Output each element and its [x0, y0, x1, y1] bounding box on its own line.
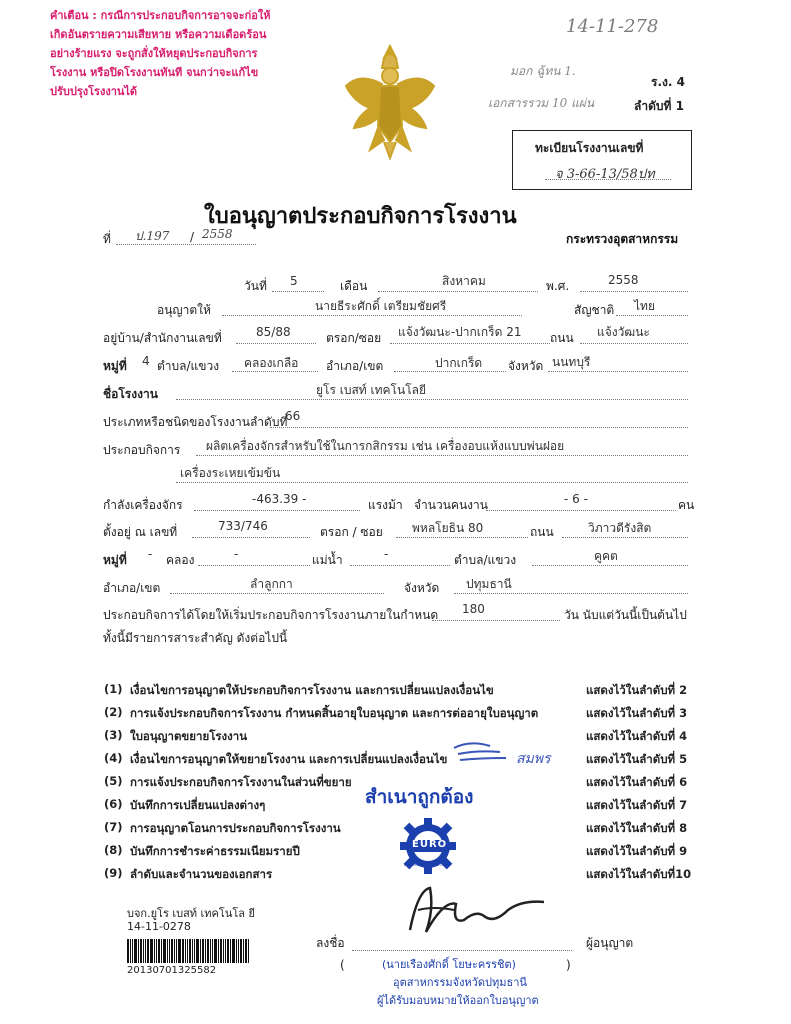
doc-no: ป.197 [135, 229, 170, 243]
workers-label: จำนวนคนงาน [414, 498, 488, 512]
power: -463.39 - [252, 492, 307, 506]
soi-label: ตรอก/ซอย [326, 331, 382, 345]
province-label: จังหวัด [508, 359, 544, 373]
subdistrict: คลองเกลือ [244, 356, 299, 370]
initial-scribble [450, 738, 510, 770]
company-logo [398, 816, 458, 876]
officer-name: (นายเรืองศักดิ์ โยษะครรชิต) [382, 958, 516, 971]
loc-moo: - [148, 547, 153, 561]
moo-label: หมู่ที่ [103, 359, 127, 373]
list-item: เงื่อนไขการอนุญาตให้ขยายโรงงาน และการเปลี่ยนแปลงเงื่อนไข [130, 752, 448, 766]
list-item-num: (8) [104, 843, 123, 857]
list-item: การแจ้งประกอบกิจการโรงงานในส่วนที่ขยาย [130, 775, 352, 789]
start-clause-text: ประกอบกิจการได้โดยให้เริ่มประกอบกิจการโรงงานภายในกำหนด [103, 608, 439, 622]
loc-soi: พหลโยธิน 80 [412, 521, 484, 535]
list-item-num: (2) [104, 705, 123, 719]
date-year: 2558 [608, 273, 639, 287]
business-line-2: เครื่องระเหยเข้มข้น [180, 466, 281, 480]
doc-no-label: ที่ [103, 232, 111, 246]
list-item-num: (9) [104, 866, 123, 880]
registration-box [512, 130, 692, 190]
road: แจ้งวัฒนะ [597, 325, 650, 339]
loc-sub-label: ตำบล/แขวง [454, 553, 517, 567]
nationality: ไทย [634, 299, 655, 313]
start-clause-end: วัน นับแต่วันนี้เป็นต้นไป [564, 608, 687, 622]
grantee-label: อนุญาตให้ [157, 303, 211, 317]
sign-label: ลงชื่อ [316, 936, 345, 950]
order-number: ลำดับที่ 1 [634, 99, 684, 113]
canal: - [234, 547, 239, 561]
grantee-name: นายธีระศักดิ์ เตรียมชัยศรี [315, 299, 447, 313]
registration-number: จ 3-66-13/58ปท [555, 167, 655, 182]
business-label: ประกอบกิจการ [103, 443, 181, 457]
list-item: การอนุญาตโอนการประกอบกิจการโรงงาน [130, 821, 341, 835]
list-item-ref: แสดงไว้ในลำดับที่ 2 [586, 683, 688, 697]
list-item-ref: แสดงไว้ในลำดับที่ 9 [586, 844, 688, 858]
loc-prov: ปทุมธานี [466, 577, 512, 591]
list-item: ใบอนุญาตขยายโรงงาน [130, 729, 248, 743]
house-label: อยู่บ้าน/สำนักงานเลขที่ [103, 331, 222, 345]
factory-name: ยูโร เบสท์ เทคโนโลยี [316, 383, 427, 397]
list-item-num: (6) [104, 797, 123, 811]
close-paren: ) [566, 958, 571, 972]
province: นนทบุรี [552, 355, 591, 369]
date-day: 5 [290, 274, 298, 288]
open-paren: ( [340, 958, 345, 972]
loc-no-label: ตั้งอยู่ ณ เลขที่ [103, 525, 178, 539]
handwritten-note: มอก ฉู้ทน 1. [510, 64, 576, 78]
list-item-num: (4) [104, 751, 123, 765]
list-item-num: (7) [104, 820, 123, 834]
officer-position: อุตสาหกรรมจังหวัดปทุมธานี [393, 976, 527, 989]
factory-name-label: ชื่อโรงงาน [103, 387, 158, 401]
loc-dist: ลำลูกกา [250, 577, 293, 591]
date-month-label: เดือน [340, 279, 368, 293]
list-item-ref: แสดงไว้ในลำดับที่ 7 [586, 798, 688, 812]
warning-text: คำเตือน : กรณีการประกอบกิจการอาจจะก่อให้เกิดอันตรายความเสียหาย หรือความเดือดร้อนอย่างร้ายแรง จะถูกสั่งให้หยุดประกอบกิจการโรงงาน หรือปิดโรงงานทันที จนกว่าจะแก้ไขปรับปรุงโรงงานได้ [50, 9, 271, 98]
date-day-label: วันที่ [244, 279, 267, 293]
list-item-ref: แสดงไว้ในลำดับที่ 5 [586, 752, 688, 766]
list-item-num: (1) [104, 682, 123, 696]
doc-year: 2558 [202, 227, 233, 241]
power-label: กำลังเครื่องจักร [103, 498, 183, 512]
sticker-code: 14-11-0278 [127, 920, 191, 933]
garuda-emblem [340, 42, 440, 164]
river-label: แม่น้ำ [312, 553, 343, 567]
doc-slash: / [190, 230, 195, 244]
start-days: 180 [462, 602, 485, 616]
canal-label: คลอง [166, 553, 195, 567]
factory-type-label: ประเภทหรือชนิดของโรงงานลำดับที่ [103, 415, 288, 429]
handwritten-file-number: 14-11-278 [566, 16, 659, 37]
sticker-company: บจก.ยูโร เบสท์ เทคโนโล ยี [127, 907, 255, 920]
list-item-ref: แสดงไว้ในลำดับที่10 [586, 867, 692, 881]
loc-road-label: ถนน [530, 525, 554, 539]
list-item-ref: แสดงไว้ในลำดับที่ 3 [586, 706, 688, 720]
list-item-num: (3) [104, 728, 123, 742]
workers: - 6 - [564, 492, 588, 506]
district: ปากเกร็ด [435, 356, 483, 370]
certified-copy-stamp: สำเนาถูกต้อง [365, 786, 474, 808]
list-item: บันทึกการชำระค่าธรรมเนียมรายปี [130, 844, 300, 858]
signature [404, 880, 554, 944]
district-label: อำเภอ/เขต [326, 359, 384, 373]
initial-name: สมพร [516, 751, 551, 767]
list-item-num: (5) [104, 774, 123, 788]
page-title: ใบอนุญาตประกอบกิจการโรงงาน [204, 204, 517, 229]
loc-no: 733/746 [218, 519, 268, 533]
workers-unit: คน [678, 498, 695, 512]
logo-subtext: BEST TECHNOLOGY CO.,LTD. [404, 863, 447, 867]
grantor-role: ผู้อนุญาต [586, 936, 634, 950]
list-intro: ทั้งนี้มีรายการสาระสำคัญ ดังต่อไปนี้ [103, 631, 288, 645]
ministry: กระทรวงอุตสาหกรรม [566, 232, 679, 246]
moo: 4 [142, 354, 150, 368]
logo-text: EURO [412, 839, 448, 850]
list-item-ref: แสดงไว้ในลำดับที่ 8 [586, 821, 688, 835]
form-code: ร.ง. 4 [651, 75, 685, 89]
loc-moo-label: หมู่ที่ [103, 553, 127, 567]
house-no: 85/88 [256, 325, 291, 339]
factory-type: 66 [285, 409, 301, 423]
handwritten-page-count: เอกสารรวม 10 แผ่น [488, 96, 595, 110]
loc-soi-label: ตรอก / ซอย [320, 525, 383, 539]
list-item: เงื่อนไขการอนุญาตให้ประกอบกิจการโรงงาน และการเปลี่ยนแปลงเงื่อนไข [130, 683, 494, 697]
loc-dist-label: อำเภอ/เขต [103, 581, 161, 595]
subdistrict-label: ตำบล/แขวง [157, 359, 220, 373]
loc-road: วิภาวดีรังสิต [588, 521, 652, 535]
date-month: สิงหาคม [442, 274, 486, 288]
date-year-label: พ.ศ. [546, 279, 570, 293]
list-item: การแจ้งประกอบกิจการโรงงาน กำหนดสิ้นอายุใบอนุญาต และการต่ออายุใบอนุญาต [130, 706, 539, 720]
nationality-label: สัญชาติ [574, 303, 615, 317]
officer-delegation: ผู้ได้รับมอบหมายให้ออกใบอนุญาต [377, 994, 539, 1007]
loc-prov-label: จังหวัด [404, 581, 440, 595]
registration-label: ทะเบียนโรงงานเลขที่ [535, 141, 644, 155]
list-item: บันทึกการเปลี่ยนแปลงต่างๆ [130, 798, 266, 812]
list-item: ลำดับและจำนวนของเอกสาร [130, 867, 273, 881]
list-item-ref: แสดงไว้ในลำดับที่ 6 [586, 775, 688, 789]
river: - [384, 547, 389, 561]
list-item-ref: แสดงไว้ในลำดับที่ 4 [586, 729, 688, 743]
power-unit: แรงม้า [368, 498, 403, 512]
loc-sub: คูคต [594, 549, 618, 563]
road-label: ถนน [550, 331, 574, 345]
business-line-1: ผลิตเครื่องจักรสำหรับใช้ในการกสิกรรม เช่น เครื่องอบแห้งแบบพ่นฝอย [206, 439, 565, 453]
barcode [127, 939, 297, 963]
soi: แจ้งวัฒนะ-ปากเกร็ด 21 [398, 325, 522, 339]
barcode-number: 20130701325582 [127, 965, 217, 976]
